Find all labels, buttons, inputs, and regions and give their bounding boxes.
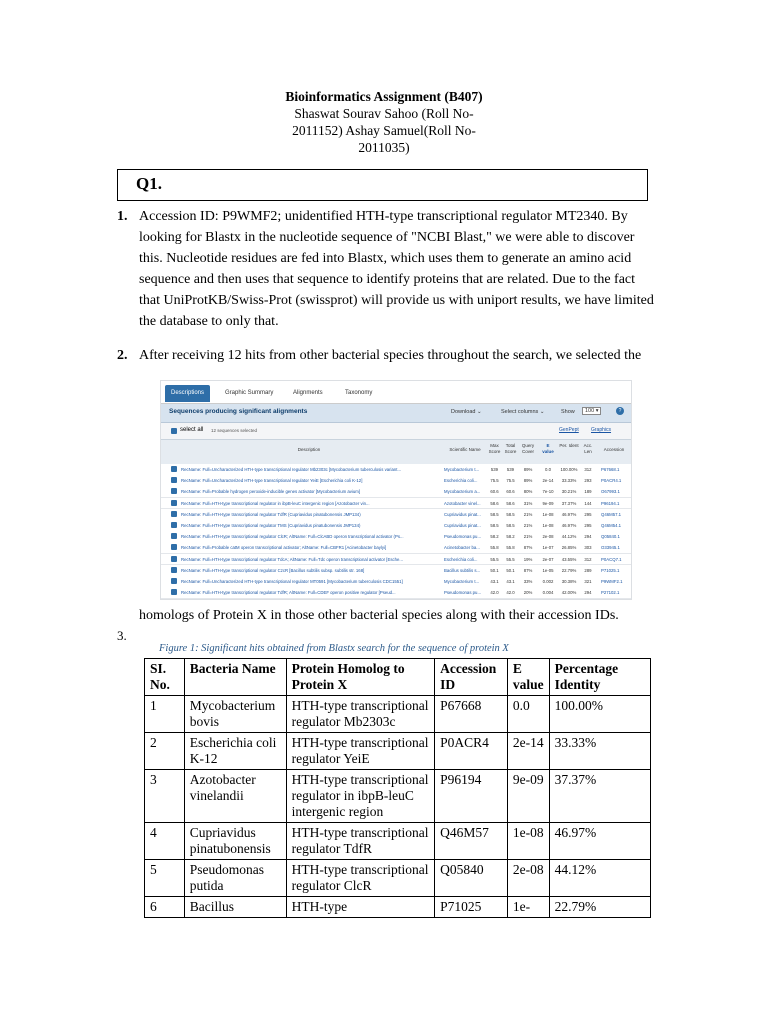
e-value: 9e-09: [542, 500, 554, 506]
accession-link[interactable]: P96194.1: [601, 500, 620, 506]
table-row: [161, 542, 631, 554]
cell-e-value: 1e-: [507, 897, 549, 918]
table-row: [145, 733, 651, 770]
help-icon[interactable]: ?: [616, 407, 624, 415]
cell-percentage-identity: 44.12%: [549, 860, 650, 897]
hit-description-link[interactable]: RecName: Full=Uncharacterized HTH-type transcriptional regulator MT0591 [Mycobacterium tuberculosis CDC1551]: [181, 579, 403, 584]
scientific-name-link[interactable]: Cupriavidus pinat...: [444, 511, 481, 517]
table-row: [145, 696, 651, 733]
scientific-name-link[interactable]: Mycobacterium t...: [444, 579, 480, 584]
cell-percentage-identity: 22.79%: [549, 897, 650, 918]
authors-line: Shaswat Sourav Sahoo (Roll No-: [294, 106, 474, 121]
max-score: 43.1: [490, 579, 499, 584]
scientific-name-link[interactable]: Escherichia coli...: [444, 478, 478, 484]
cell-protein-homolog: HTH-type transcriptional regulator in ibpB-leuC intergenic region: [286, 770, 434, 823]
cell-e-value: 1e-08: [507, 823, 549, 860]
select-all-label[interactable]: select all: [180, 427, 204, 433]
accession-link[interactable]: P27102.1: [601, 590, 620, 596]
accession-link[interactable]: P9WMF2.1: [601, 579, 623, 584]
query-cover: 89%: [523, 467, 533, 472]
cell-e-value: 9e-09: [507, 770, 549, 823]
scientific-name-link[interactable]: Azotobacter vinel...: [444, 500, 481, 506]
acc-len: 321: [584, 579, 592, 584]
authors-line: 2011152) Ashay Samuel(Roll No-: [292, 123, 476, 138]
cell-accession-id: P96194: [435, 770, 508, 823]
table-row: [161, 498, 631, 510]
cell-protein-homolog: HTH-type transcriptional regulator YeiE: [286, 733, 434, 770]
scientific-name-link[interactable]: Pseudomonas pu...: [444, 590, 482, 596]
cell-bacteria-name: Cupriavidus pinatubonensis: [184, 823, 286, 860]
total-score: 75.5: [506, 478, 515, 484]
hit-description-link[interactable]: RecName: Full=HTH-type transcriptional regulator TdfR (Cupriavidus pinatubonensis JMP134): [181, 511, 361, 517]
cell-si-no: 3: [145, 770, 185, 823]
query-cover: 89%: [523, 478, 533, 484]
acc-len: 303: [584, 545, 592, 551]
max-score: 60.6: [490, 489, 499, 495]
max-score: 58.6: [490, 500, 499, 506]
e-value: 0.002: [542, 579, 554, 584]
download-button[interactable]: [451, 409, 482, 415]
hit-description-link[interactable]: RecName: Full=HTH-type transcriptional regulator TdcA; AltName: Full=Tdc operon transcriptional activator [Esche...: [181, 556, 404, 562]
per-ident: 30.38%: [561, 579, 577, 584]
blast-results-screenshot: [160, 380, 632, 600]
e-value: 2e-14: [542, 478, 554, 484]
column-header-per-ident[interactable]: Per. Ident: [559, 443, 579, 448]
tab-descriptions[interactable]: Descriptions: [165, 385, 210, 402]
column-header-description[interactable]: Description: [297, 447, 321, 452]
list-number: 2.: [117, 348, 128, 363]
column-header-accession[interactable]: Accession: [603, 447, 625, 452]
e-value: 7e-10: [542, 489, 554, 495]
paragraph-line: this. Nucleotide residues are fed into Blastx, which uses them to generate an amino acid: [139, 251, 632, 266]
cell-bacteria-name: Bacillus: [184, 897, 286, 918]
selected-count: 12 sequences selected: [211, 428, 258, 433]
table-row: [161, 587, 631, 599]
column-header-scientific-name[interactable]: Scientific Name: [449, 447, 481, 452]
question-label: Q1.: [136, 174, 162, 193]
hit-description-link[interactable]: RecName: Full=HTH-type transcriptional regulator ClcR; AltName: Full=ClcABD operon transcriptional activator (Ps...: [181, 534, 404, 540]
table-row: [161, 576, 631, 588]
accession-link[interactable]: P0ACQ7.1: [601, 556, 622, 562]
select-columns-button[interactable]: [501, 409, 544, 415]
acc-len: 295: [584, 523, 592, 528]
download-label: Download: [451, 409, 476, 415]
per-ident: 100.00%: [560, 467, 578, 472]
header-e-value: E value: [507, 659, 549, 696]
chevron-down-icon: ⌄: [477, 409, 482, 415]
scientific-name-link[interactable]: Acinetobacter ba...: [444, 545, 480, 551]
total-score: 60.6: [506, 489, 515, 495]
acc-len: 294: [584, 534, 592, 540]
table-row: [161, 486, 631, 498]
query-cover: 80%: [523, 489, 533, 495]
per-ident: 33.33%: [561, 478, 577, 484]
acc-len: 289: [584, 567, 592, 573]
total-score: 58.5: [506, 511, 515, 517]
query-cover: 19%: [523, 556, 533, 562]
acc-len: 293: [584, 478, 592, 484]
e-value: 0.0: [545, 467, 551, 472]
cell-bacteria-name: Azotobacter vinelandii: [184, 770, 286, 823]
query-cover: 21%: [523, 511, 533, 517]
hit-description-link[interactable]: RecName: Full=Probable hydrogen peroxide-inducible genes activator [Mycobacterium avium]: [181, 489, 361, 495]
max-score: 539: [490, 467, 499, 472]
per-ident: 44.12%: [561, 534, 577, 540]
query-cover: 87%: [523, 545, 533, 551]
accession-link[interactable]: P71025.1: [601, 567, 620, 573]
question-box: [117, 169, 648, 201]
query-cover: 33%: [523, 579, 533, 584]
cell-bacteria-name: Pseudomonas putida: [184, 860, 286, 897]
cell-protein-homolog: HTH-type transcriptional regulator ClcR: [286, 860, 434, 897]
table-row: [145, 823, 651, 860]
homolog-table: [144, 658, 651, 918]
cell-percentage-identity: 37.37%: [549, 770, 650, 823]
table-row: [161, 520, 631, 532]
cell-accession-id: Q46M57: [435, 823, 508, 860]
tab-alignments[interactable]: Alignments: [293, 390, 323, 396]
e-value: 1e-05: [542, 567, 554, 573]
e-value: 1e-08: [542, 523, 554, 528]
table-row: [161, 464, 631, 476]
results-header-title: Sequences producing significant alignments: [169, 408, 308, 415]
total-score: 58.6: [506, 500, 515, 506]
list-number-3: 3.: [117, 628, 127, 643]
column-header-query-cover[interactable]: Query Cover: [521, 443, 535, 454]
document-header: [230, 88, 538, 156]
table-row: [161, 554, 631, 566]
blast-tabs: [161, 381, 631, 404]
accession-link[interactable]: P67668.1: [601, 467, 620, 472]
authors-line: 2011035): [358, 140, 410, 155]
cell-protein-homolog: HTH-type: [286, 897, 434, 918]
show-label: Show: [561, 409, 575, 415]
genpept-link[interactable]: GenPept: [559, 427, 579, 433]
total-score: 539: [506, 467, 515, 472]
cell-accession-id: P67668: [435, 696, 508, 733]
hit-description-link[interactable]: RecName: Full=Uncharacterized HTH-type transcriptional regulator Mb2303c [Mycobacterium tuberculosis variant...: [181, 467, 402, 472]
scientific-name-link[interactable]: Escherichia coli...: [444, 556, 478, 562]
e-value: 2e-08: [542, 534, 554, 540]
e-value: 0.004: [542, 590, 554, 596]
max-score: 58.2: [490, 534, 499, 540]
hit-description-link[interactable]: RecName: Full=HTH-type transcriptional regulator TMS (Cupriavidus pinatubonensis JMP134): [181, 523, 361, 528]
column-header-acc-len[interactable]: Acc. Len: [583, 443, 593, 454]
accession-link[interactable]: O33945.1: [601, 545, 620, 551]
row-checkbox[interactable]: [171, 477, 177, 483]
accession-link[interactable]: O67993.1: [601, 489, 620, 495]
paragraph-line: the database to only that.: [139, 314, 279, 329]
item2-line-1: After receiving 12 hits from other bacterial species throughout the search, we selected the: [139, 348, 642, 363]
list-number: 1.: [117, 209, 128, 224]
row-checkbox[interactable]: [171, 533, 177, 539]
paragraph-line: sequence and then uses that sequence to identify proteins that are related. Due to the fact: [139, 272, 636, 287]
cell-protein-homolog: HTH-type transcriptional regulator TdfR: [286, 823, 434, 860]
cell-bacteria-name: Escherichia coli K-12: [184, 733, 286, 770]
list-item-1: [117, 206, 677, 336]
row-checkbox[interactable]: [171, 511, 177, 517]
header-bacteria-name: Bacteria Name: [184, 659, 286, 696]
header-percentage-identity: Percentage Identity: [549, 659, 650, 696]
select-all-checkbox[interactable]: [171, 428, 177, 434]
chevron-down-icon: ⌄: [539, 409, 545, 415]
cell-protein-homolog: HTH-type transcriptional regulator Mb2303c: [286, 696, 434, 733]
acc-len: 295: [584, 511, 592, 517]
paragraph-line: Accession ID: P9WMF2; unidentified HTH-type transcriptional regulator MT2340. By: [139, 209, 628, 224]
row-checkbox[interactable]: [171, 556, 177, 562]
total-score: 43.1: [506, 579, 515, 584]
item2-line-2: homologs of Protein X in those other bacterial species along with their accession IDs.: [139, 608, 619, 623]
query-cover: 87%: [523, 567, 533, 573]
max-score: 42.0: [490, 590, 499, 596]
row-checkbox[interactable]: [171, 488, 177, 494]
per-ident: 26.85%: [561, 545, 577, 551]
paragraph-line: that UniProtKB/Swiss-Prot (swissprot) will provide us with uniport results, we have limited: [139, 293, 654, 308]
show-value: 100: [585, 408, 595, 414]
cell-percentage-identity: 33.33%: [549, 733, 650, 770]
table-header-row: [145, 659, 651, 696]
row-checkbox[interactable]: [171, 522, 177, 528]
cell-percentage-identity: 100.00%: [549, 696, 650, 733]
total-score: 58.5: [506, 523, 515, 528]
e-value: 1e-08: [542, 511, 554, 517]
select-all-row: [161, 424, 631, 438]
table-row: [161, 509, 631, 521]
cell-si-no: 4: [145, 823, 185, 860]
e-value: 2e-07: [542, 556, 554, 562]
per-ident: 46.97%: [561, 523, 577, 528]
figure-caption: Figure 1: Significant hits obtained from Blastx search for the sequence of protein X: [159, 643, 509, 654]
header-protein-homolog: Protein Homolog to Protein X: [286, 659, 434, 696]
row-checkbox[interactable]: [171, 544, 177, 550]
cell-si-no: 2: [145, 733, 185, 770]
max-score: 58.5: [490, 511, 499, 517]
total-score: 55.8: [506, 545, 515, 551]
column-header-e-value[interactable]: E value: [542, 443, 554, 454]
hit-description-link[interactable]: RecName: Full=HTH-type transcriptional regulator CzcR [Bacillus subtilis subsp. subtilis str. 168]: [181, 567, 365, 573]
total-score: 42.0: [506, 590, 515, 596]
per-ident: 22.79%: [561, 567, 577, 573]
scientific-name-link[interactable]: Cupriavidus pinat...: [444, 523, 481, 528]
cell-e-value: 2e-14: [507, 733, 549, 770]
row-checkbox[interactable]: [171, 500, 177, 506]
cell-accession-id: P71025: [435, 897, 508, 918]
max-score: 50.1: [490, 567, 499, 573]
hit-description-link[interactable]: RecName: Full=HTH-type transcriptional regulator in ibpB-leuC intergenic region [Azotobacter vin...: [181, 500, 370, 506]
scientific-name-link[interactable]: Pseudomonas pu...: [444, 534, 482, 540]
acc-len: 312: [584, 467, 592, 472]
column-header-total-score[interactable]: Total Score: [504, 443, 517, 454]
table-row: [145, 860, 651, 897]
cell-accession-id: P0ACR4: [435, 733, 508, 770]
accession-link[interactable]: Q46M57.1: [601, 511, 622, 517]
paragraph-line: looking for Blastx in the nucleotide sequence of "NCBI Blast," we were able to discover: [139, 230, 635, 245]
max-score: 58.5: [490, 523, 499, 528]
e-value: 1e-07: [542, 545, 554, 551]
cell-si-no: 1: [145, 696, 185, 733]
accession-link[interactable]: Q05840.1: [601, 534, 620, 540]
total-score: 55.5: [506, 556, 515, 562]
acc-len: 294: [584, 590, 592, 596]
graphics-link[interactable]: Graphics: [591, 427, 612, 433]
per-ident: 37.37%: [561, 500, 577, 506]
acc-len: 189: [584, 489, 592, 495]
total-score: 58.2: [506, 534, 515, 540]
results-header-bar: [161, 404, 631, 423]
table-row: [145, 897, 651, 918]
per-ident: 42.00%: [561, 590, 577, 596]
cell-si-no: 5: [145, 860, 185, 897]
max-score: 55.5: [490, 556, 499, 562]
accession-link[interactable]: P0ACR4.1: [601, 478, 622, 484]
list-item-2: [117, 345, 687, 367]
document-title: Bioinformatics Assignment (B407): [285, 89, 483, 104]
table-row: [145, 770, 651, 823]
header-si-no: SI. No.: [145, 659, 185, 696]
row-checkbox[interactable]: [171, 466, 177, 472]
row-checkbox[interactable]: [171, 589, 177, 595]
table-row: [161, 531, 631, 543]
cell-bacteria-name: Mycobacterium bovis: [184, 696, 286, 733]
table-row: [161, 475, 631, 487]
results-column-headers: [161, 439, 631, 465]
scientific-name-link[interactable]: Bacillus subtilis s...: [444, 567, 481, 573]
acc-len: 312: [584, 556, 592, 562]
max-score: 75.5: [490, 478, 499, 484]
header-accession-id: Accession ID: [435, 659, 508, 696]
total-score: 50.1: [506, 567, 515, 573]
query-cover: 20%: [523, 590, 533, 596]
cell-si-no: 6: [145, 897, 185, 918]
query-cover: 31%: [523, 500, 533, 506]
tab-graphic-summary[interactable]: Graphic Summary: [225, 390, 274, 396]
cell-percentage-identity: 46.97%: [549, 823, 650, 860]
row-checkbox[interactable]: [171, 567, 177, 573]
scientific-name-link[interactable]: Mycobacterium t...: [444, 467, 480, 472]
scientific-name-link[interactable]: Mycobacterium a...: [444, 489, 481, 495]
show-select[interactable]: 100 ▾: [582, 407, 601, 415]
query-cover: 21%: [523, 534, 533, 540]
query-cover: 21%: [523, 523, 533, 528]
select-columns-label: Select columns: [501, 409, 539, 415]
table-row: [161, 565, 631, 577]
per-ident: 43.55%: [561, 556, 577, 562]
column-header-max-score[interactable]: Max Score: [488, 443, 501, 454]
cell-e-value: 2e-08: [507, 860, 549, 897]
accession-link[interactable]: Q46M54.1: [601, 523, 622, 528]
max-score: 55.8: [490, 545, 499, 551]
hit-description-link[interactable]: RecName: Full=HTH-type transcriptional regulator TdfR; AltName: Full=CDEF operon positive regulator [Pseud...: [181, 590, 396, 596]
hit-description-link[interactable]: RecName: Full=Uncharacterized HTH-type transcriptional regulator YeiE [Escherichia coli K-12]: [181, 478, 363, 484]
row-checkbox[interactable]: [171, 578, 177, 584]
tab-taxonomy[interactable]: Taxonomy: [345, 390, 373, 396]
hit-description-link[interactable]: RecName: Full=Probable catM operon transcriptional activator; AltName: Full=CBFR1 [Acinetobacter baylyi]: [181, 545, 387, 551]
item1-paragraph: [139, 206, 679, 332]
per-ident: 46.97%: [561, 511, 577, 517]
per-ident: 30.21%: [561, 489, 577, 495]
acc-len: 144: [584, 500, 592, 506]
cell-e-value: 0.0: [507, 696, 549, 733]
cell-accession-id: Q05840: [435, 860, 508, 897]
